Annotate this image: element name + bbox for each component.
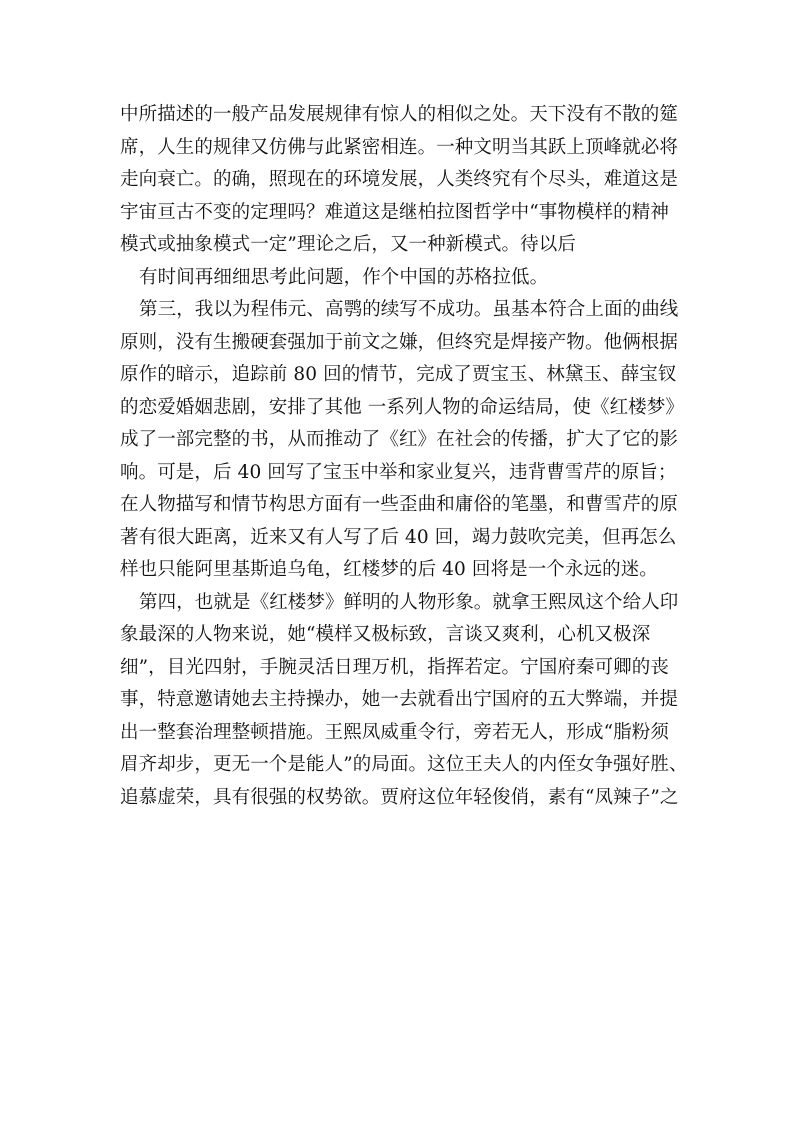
text-line: 中所描述的一般产品发展规律有惊人的相似之处。天下没有不散的筵: [120, 104, 679, 125]
text-line: 原作的暗示，追踪前 80 回的情节，完成了贾宝玉、林黛玉、薛宝钗: [120, 364, 677, 385]
text-line: 著有很大距离，近来又有人写了后 40 回，竭力鼓吹完美，但再怎么: [120, 526, 677, 548]
text-line: 追慕虚荣，具有很强的权势欲。贾府这位年轻俊俏，素有“凤辣子”之: [120, 786, 679, 808]
text-line: 的恋爱婚姻悲剧，安排了其他 一系列人物的命运结局，使《红楼梦》: [120, 396, 684, 418]
text-line: 细”，目光四射，手腕灵活日理万机，指挥若定。宁国府秦可卿的丧: [120, 656, 669, 678]
text-line: 宇宙亘古不变的定理吗？难道这是继柏拉图哲学中“事物模样的精神: [120, 201, 669, 223]
text-line: 走向衰亡。的确，照现在的环境发展，人类终究有个尽头，难道这是: [120, 169, 679, 190]
text-line: 席，人生的规律又仿佛与此紧密相连。一种文明当其跃上顶峰就必将: [120, 136, 679, 158]
text-line: 模式或抽象模式一定”理论之后，又一种新模式。待以后: [120, 234, 576, 255]
text-line: 出一整套治理整顿措施。王熙凤威重令行，旁若无人，形成“脂粉须: [120, 721, 669, 743]
text-line: 响。可是，后 40 回写了宝玉中举和家业复兴，违背曹雪芹的原旨；: [120, 461, 677, 483]
text-line: 成了一部完整的书，从而推动了《红》在社会的传播，扩大了它的影: [120, 429, 679, 450]
paragraph-start-line: 第四，也就是《红楼梦》鲜明的人物形象。就拿王熙凤这个给人印: [139, 591, 679, 613]
text-line: 眉齐却步，更无一个是能人”的局面。这位王夫人的内侄女争强好胜、: [120, 754, 688, 775]
paragraph-start-line: 第三，我以为程伟元、高鹗的续写不成功。虽基本符合上面的曲线: [139, 299, 679, 320]
text-line: 有时间再细细思考此问题，作个中国的苏格拉低。: [139, 266, 549, 288]
body-text: [120, 100, 688, 815]
text-line: 原则，没有生搬硬套强加于前文之嫌，但终究是焊接产物。他俩根据: [120, 331, 679, 353]
text-line: 象最深的人物来说，她“模样又极标致，言谈又爽利，心机又极深: [120, 624, 651, 645]
text-line: 在人物描写和情节构思方面有一些歪曲和庸俗的笔墨，和曹雪芹的原: [120, 494, 679, 515]
text-line: 样也只能阿里基斯追乌龟，红楼梦的后 40 回将是一个永远的迷。: [120, 559, 658, 580]
text-line: 事，特意邀请她去主持操办，她一去就看出宁国府的五大弊端，并提: [120, 689, 679, 710]
